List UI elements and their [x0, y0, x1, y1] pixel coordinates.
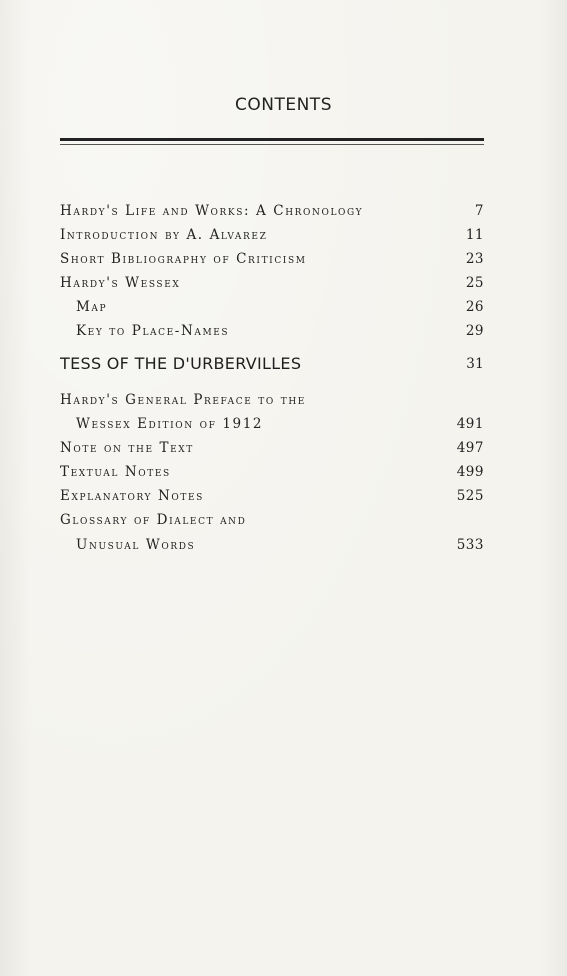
toc-entry-bibliography [60, 251, 484, 275]
toc-entry-title: Key to Place-Names [76, 323, 230, 339]
toc-entry-title: TESS OF THE D'URBERVILLES [60, 354, 302, 373]
title-rule-thick [60, 138, 484, 141]
toc-entry-textual-notes [60, 464, 484, 488]
toc-entry-novel [60, 354, 484, 380]
toc-entry-title: Hardy's Life and Works: A Chronology [60, 203, 364, 219]
toc-entry-explanatory-notes [60, 488, 484, 512]
toc-entry-title: Wessex Edition of 1912 [76, 416, 264, 432]
toc-entry-page: 25 [465, 275, 484, 291]
toc-entry-wessex-edition [60, 416, 484, 440]
toc-entry-title: Note on the Text [60, 440, 194, 456]
toc-entry-glossary [60, 512, 484, 536]
toc-entry-page: 497 [456, 440, 484, 456]
toc-entry-page: 491 [456, 416, 484, 432]
toc-entry-title: Textual Notes [60, 464, 171, 480]
toc-entry-map [60, 299, 484, 323]
toc-entry-title: Map [76, 299, 108, 315]
toc-entry-wessex [60, 275, 484, 299]
toc-entry-title: Hardy's General Preface to the [60, 392, 306, 408]
toc-entry-page: 499 [456, 464, 484, 480]
toc-entry-page: 11 [465, 227, 484, 243]
toc-entry-title: Short Bibliography of Criticism [60, 251, 307, 267]
toc-entry-title: Unusual Words [76, 537, 196, 553]
toc-entry-page: 525 [456, 488, 484, 504]
toc-entry-title: Explanatory Notes [60, 488, 204, 504]
toc-entry-page: 31 [466, 356, 484, 372]
page-title: CONTENTS [235, 95, 332, 115]
title-rule-thin [60, 144, 484, 145]
toc-entry-title: Glossary of Dialect and [60, 512, 247, 528]
toc-entry-general-preface [60, 392, 484, 416]
toc-entry-introduction [60, 227, 484, 251]
toc-entry-page: 26 [465, 299, 484, 315]
toc-entry-place-names [60, 323, 484, 347]
toc-entry-page: 533 [456, 537, 484, 553]
toc-entry-title: Introduction by A. Alvarez [60, 227, 268, 243]
toc-entry-page: 7 [474, 203, 484, 219]
toc-entry-chronology [60, 203, 484, 227]
toc-entry-unusual-words [60, 537, 484, 561]
toc-entry-note-on-text [60, 440, 484, 464]
toc-entry-title: Hardy's Wessex [60, 275, 181, 291]
toc-entry-page: 29 [465, 323, 484, 339]
toc-entry-page: 23 [465, 251, 484, 267]
